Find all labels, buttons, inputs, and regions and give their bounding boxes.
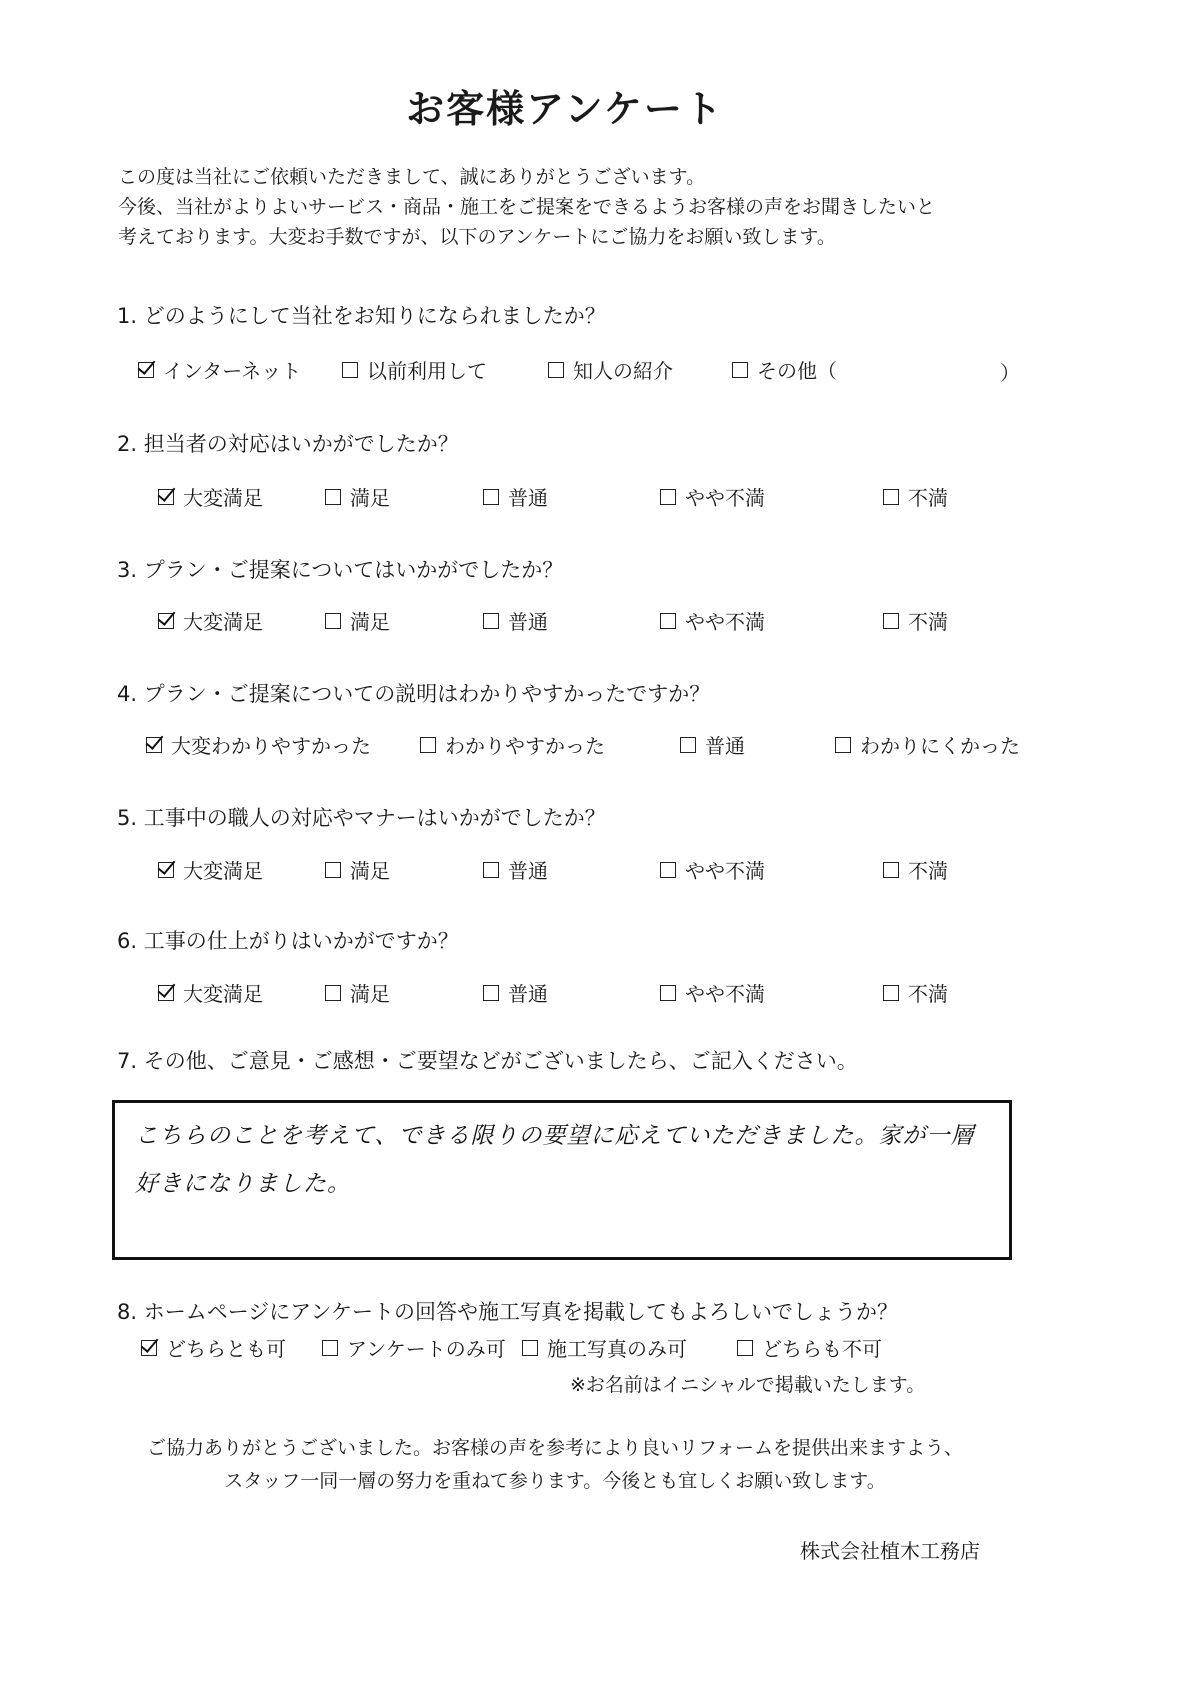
checkbox[interactable] (325, 862, 341, 878)
question-3-options (0, 606, 1100, 636)
q3-option-dissatisfied[interactable]: 不満 (883, 606, 948, 635)
q1-option-previous[interactable]: 以前利用して (342, 355, 487, 384)
question-1-options (0, 355, 1100, 385)
checkbox[interactable] (483, 489, 499, 505)
question-5-label: 5. 工事中の職人の対応やマナーはいかがでしたか？ (117, 806, 606, 830)
checkbox-checked[interactable] (158, 489, 174, 505)
q5-option-very-satisfied[interactable]: 大変満足 (158, 855, 263, 884)
checkbox[interactable] (522, 1340, 538, 1356)
q8-option-photos-only[interactable]: 施工写真のみ可 (522, 1333, 687, 1362)
checkbox[interactable] (342, 362, 358, 378)
q4-option-clear[interactable]: わかりやすかった (420, 730, 605, 759)
question-4-label: 4. プラン・ご提案についての説明はわかりやすかったですか？ (117, 682, 711, 706)
q2-option-very-satisfied[interactable]: 大変満足 (158, 482, 263, 511)
intro-line: 考えております。大変お手数ですが、以下のアンケートにご協力をお願い致します。 (118, 226, 836, 248)
checkbox[interactable] (835, 737, 851, 753)
q1-option-internet[interactable]: インターネット (138, 355, 301, 384)
checkbox-checked[interactable] (146, 737, 162, 753)
checkbox[interactable] (737, 1340, 753, 1356)
checkbox[interactable] (660, 862, 676, 878)
q3-option-neutral[interactable]: 普通 (483, 606, 548, 635)
q8-option-survey-only[interactable]: アンケートのみ可 (322, 1333, 506, 1362)
checkbox[interactable] (883, 985, 899, 1001)
q5-option-somewhat-dissatisfied[interactable]: やや不満 (660, 855, 765, 884)
checkbox[interactable] (680, 737, 696, 753)
intro-line: この度は当社にご依頼いただきまして、誠にありがとうございます。 (118, 166, 706, 188)
checkbox[interactable] (483, 613, 499, 629)
q3-option-somewhat-dissatisfied[interactable]: やや不満 (660, 606, 765, 635)
thanks-line: スタッフ一同一層の努力を重ねて参ります。今後とも宜しくお願い致します。 (224, 1470, 886, 1492)
q4-option-very-clear[interactable]: 大変わかりやすかった (146, 730, 371, 759)
checkbox[interactable] (548, 362, 564, 378)
q5-option-neutral[interactable]: 普通 (483, 855, 548, 884)
question-4-options (0, 730, 1100, 760)
q2-option-somewhat-dissatisfied[interactable]: やや不満 (660, 482, 765, 511)
company-name: 株式会社植木工務店 (800, 1539, 980, 1563)
intro-text (118, 162, 998, 252)
checkbox[interactable] (325, 489, 341, 505)
q8-option-neither[interactable]: どちらも不可 (737, 1333, 882, 1362)
checkbox-checked[interactable] (138, 362, 154, 378)
q1-option-referral[interactable]: 知人の紹介 (548, 355, 673, 384)
question-2-label: 2. 担当者の対応はいかがでしたか？ (117, 432, 459, 456)
checkbox[interactable] (322, 1340, 338, 1356)
checkbox[interactable] (660, 985, 676, 1001)
q1-option-other[interactable]: その他（ (732, 355, 837, 384)
checkbox[interactable] (883, 489, 899, 505)
question-1-label: 1. どのようにして当社をお知りになられましたか？ (117, 304, 606, 328)
q6-option-dissatisfied[interactable]: 不満 (883, 978, 948, 1007)
thanks-line: ご協力ありがとうございました。お客様の声を参考により良いリフォームを提供出来ますよう、 (146, 1437, 964, 1459)
initials-note: ※お名前はイニシャルで掲載いたします。 (570, 1374, 926, 1396)
handwritten-comment-line: こちらのことを考えて、できる限りの要望に応えていただきました。家が一層 (135, 1123, 975, 1149)
page-title: お客様アンケート (406, 87, 724, 131)
checkbox[interactable] (883, 613, 899, 629)
question-5-options (0, 855, 1100, 885)
q6-option-somewhat-dissatisfied[interactable]: やや不満 (660, 978, 765, 1007)
q5-option-dissatisfied[interactable]: 不満 (883, 855, 948, 884)
checkbox[interactable] (420, 737, 436, 753)
q2-option-satisfied[interactable]: 満足 (325, 482, 390, 511)
checkbox[interactable] (883, 862, 899, 878)
q6-option-very-satisfied[interactable]: 大変満足 (158, 978, 263, 1007)
comment-box[interactable] (112, 1100, 1012, 1260)
q6-option-neutral[interactable]: 普通 (483, 978, 548, 1007)
q4-option-unclear[interactable]: わかりにくかった (835, 730, 1020, 759)
q2-option-neutral[interactable]: 普通 (483, 482, 548, 511)
q3-option-very-satisfied[interactable]: 大変満足 (158, 606, 263, 635)
question-8-options (0, 1333, 1100, 1363)
question-3-label: 3. プラン・ご提案についてはいかがでしたか？ (117, 558, 564, 582)
q1-close-paren: ） (1000, 361, 1020, 385)
intro-line: 今後、当社がよりよいサービス・商品・施工をご提案をできるようお客様の声をお聞きしたいと (118, 196, 936, 218)
checkbox-checked[interactable] (141, 1340, 157, 1356)
checkbox[interactable] (325, 985, 341, 1001)
question-2-options (0, 482, 1100, 512)
checkbox-checked[interactable] (158, 613, 174, 629)
q6-option-satisfied[interactable]: 満足 (325, 978, 390, 1007)
checkbox[interactable] (732, 362, 748, 378)
question-8-label: 8. ホームページにアンケートの回答や施工写真を掲載してもよろしいでしょうか？ (117, 1300, 899, 1324)
q5-option-satisfied[interactable]: 満足 (325, 855, 390, 884)
question-6-options (0, 978, 1100, 1008)
q8-option-both-ok[interactable]: どちらとも可 (141, 1333, 286, 1362)
checkbox[interactable] (660, 613, 676, 629)
question-6-label: 6. 工事の仕上がりはいかがですか？ (117, 929, 459, 953)
handwritten-comment-line: 好きになりました。 (135, 1171, 351, 1197)
q3-option-satisfied[interactable]: 満足 (325, 606, 390, 635)
question-7-label: 7. その他、ご意見・ご感想・ご要望などがございましたら、ご記入ください。 (117, 1049, 858, 1073)
checkbox-checked[interactable] (158, 862, 174, 878)
checkbox[interactable] (660, 489, 676, 505)
checkbox[interactable] (483, 985, 499, 1001)
q4-option-neutral[interactable]: 普通 (680, 730, 745, 759)
checkbox-checked[interactable] (158, 985, 174, 1001)
checkbox[interactable] (325, 613, 341, 629)
checkbox[interactable] (483, 862, 499, 878)
q2-option-dissatisfied[interactable]: 不満 (883, 482, 948, 511)
